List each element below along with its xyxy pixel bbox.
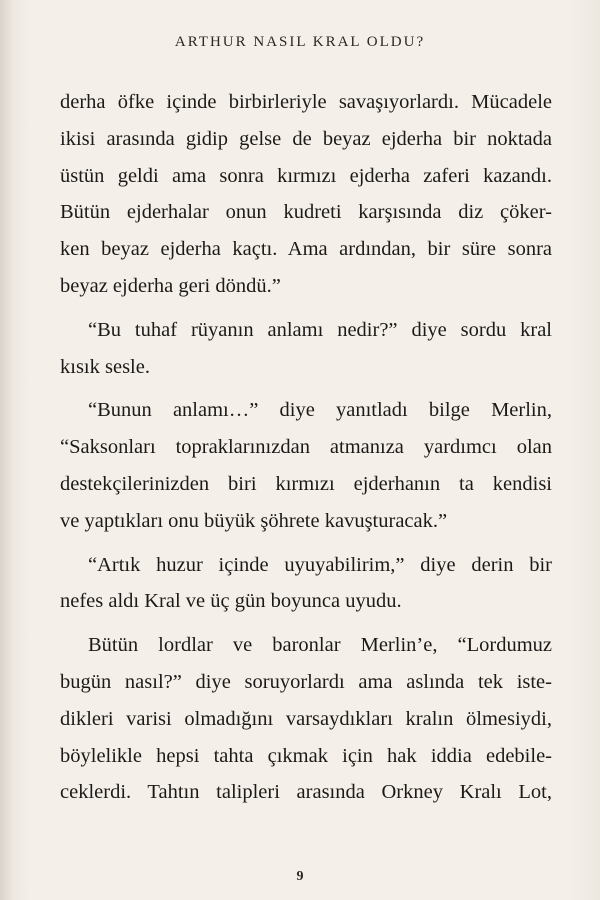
text-line: nefes aldı Kral ve üç gün boyunca uyudu. — [60, 590, 402, 613]
body-text — [60, 84, 552, 811]
text-line: “Saksonları topraklarınızdan atmanıza yardımcı olan — [60, 436, 552, 459]
text-line: destekçilerinizden biri kırmızı ejderhanın ta kendisi — [60, 472, 552, 495]
text-line: Bütün lordlar ve baronlar Merlin’e, “Lordumuz — [88, 634, 552, 657]
text-line: dikleri varisi olmadığını varsaydıkları kralın ölmesiydi, — [60, 707, 552, 730]
text-line: Bütün ejderhalar onun kudreti karşısında diz çöker- — [60, 201, 552, 224]
running-head: ARTHUR NASIL KRAL OLDU? — [174, 34, 426, 50]
text-line: ken beyaz ejderha kaçtı. Ama ardından, bir süre sonra — [60, 238, 552, 261]
text-line: “Artık huzur içinde uyuyabilirim,” diye derin bir — [88, 553, 552, 576]
text-line: “Bu tuhaf rüyanın anlamı nedir?” diye sordu kral — [88, 318, 552, 341]
text-line: “Bunun anlamı…” diye yanıtladı bilge Merlin, — [88, 399, 552, 422]
text-line: ikisi arasında gidip gelse de beyaz ejderha bir noktada — [60, 127, 552, 150]
text-line: derha öfke içinde birbirleriyle savaşıyorlardı. Mücadele — [60, 91, 552, 113]
page-number: 9 — [296, 869, 304, 884]
text-line: üstün geldi ama sonra kırmızı ejderha zaferi kazandı. — [60, 164, 552, 187]
text-line: ceklerdi. Tahtın talipleri arasında Orkney Kralı Lot, — [60, 781, 552, 804]
text-line: ve yaptıkları onu büyük şöhrete kavuşturacak.” — [60, 509, 448, 532]
text-line: bugün nasıl?” diye soruyorlardı ama aslında tek iste- — [60, 670, 552, 693]
text-line: beyaz ejderha geri döndü.” — [60, 274, 281, 297]
text-line: kısık sesle. — [60, 355, 150, 378]
text-line: böylelikle hepsi tahta çıkmak için hak iddia edebile- — [60, 744, 552, 767]
